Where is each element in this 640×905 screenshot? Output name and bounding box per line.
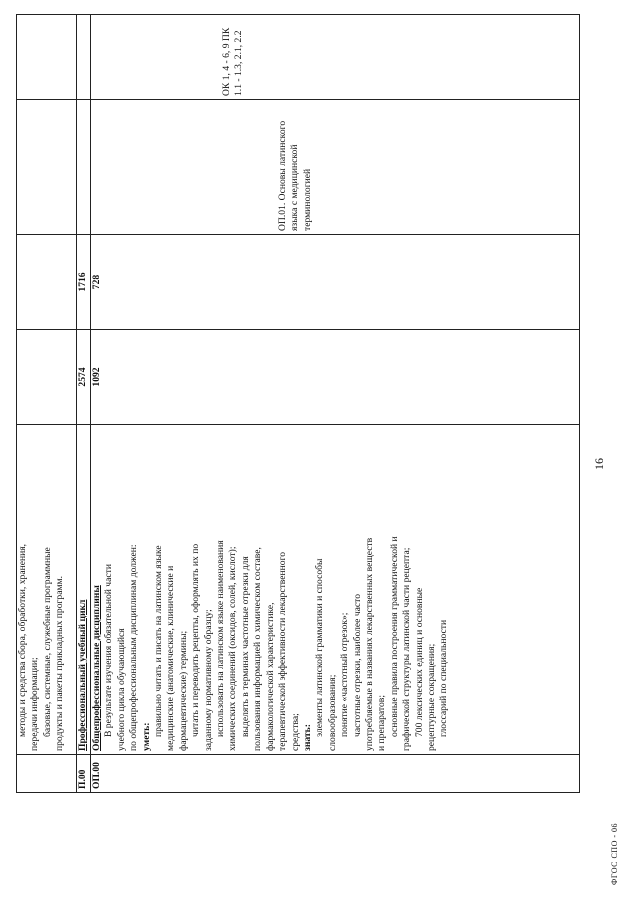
op-line: терапевтической эффективности лекарственного	[277, 551, 289, 751]
op-line: элементы латинской грамматики и способы	[314, 558, 326, 737]
intro-line: методы и средства сбора, обработки, хранения,	[17, 543, 28, 737]
op-line: читать и переводить рецепты, оформлять их по	[190, 543, 202, 737]
op-line: рецептурные сокращения;	[425, 643, 437, 751]
op-line: словообразования;	[326, 674, 338, 751]
op-line: химических соединений (оксидов, солей, кислот);	[227, 546, 239, 751]
cell-code-p: П.00	[77, 755, 91, 793]
cell-hours-req-op	[91, 235, 580, 330]
hours-max-op: 1092	[91, 367, 102, 387]
op-line: по общепрофессиональным дисциплинам должен:	[128, 544, 140, 751]
cell-code-op: ОП.00	[91, 755, 580, 793]
discipline-name: ОП.01. Основы латинского языка с медицинской терминологией	[277, 120, 313, 231]
op-line: основные правила построения грамматической и	[388, 536, 400, 737]
op-line: употребляемые в названиях лекарственных веществ	[363, 537, 375, 751]
op-line: средства;	[289, 713, 301, 751]
cell-discipline	[91, 100, 580, 235]
op-line: понятие «частотный отрезок»;	[339, 612, 351, 737]
cell-title-p: Профессиональный учебный цикл	[77, 425, 91, 755]
page-number: 16	[592, 458, 606, 470]
op-line: использовать на латинском языке наименования	[215, 540, 227, 737]
table-row-intro	[17, 15, 77, 793]
op-line: уметь:	[140, 722, 152, 751]
op-line: правильно читать и писать на латинском языке	[153, 545, 165, 737]
op-line: пользования информацией о химическом составе,	[252, 547, 264, 751]
op-line: заданному нормативному образцу;	[202, 609, 214, 751]
op-line: 700 лексических единиц и основные	[413, 587, 425, 737]
intro-line: продукты и пакеты прикладных программ.	[54, 575, 66, 751]
op-line: знать:	[301, 724, 313, 751]
hours-req-op: 728	[91, 274, 102, 290]
curriculum-table	[16, 14, 580, 793]
cell-op-content	[91, 425, 580, 755]
op-line: медицинские (анатомические, клинические и	[165, 565, 177, 751]
op-line: В результате изучения обязательной части	[103, 564, 115, 737]
op-title: Общепрофессиональные дисциплины	[91, 585, 102, 751]
cell-code-empty	[17, 755, 77, 793]
table-row-professional-cycle	[77, 15, 91, 793]
intro-line: базовые, системные, служебные программные	[41, 547, 53, 737]
cell-intro-text	[17, 425, 77, 755]
competency-codes: ОК 1, 4 - 6, 9 ПК 1.1 - 1.3, 2.1, 2.2	[221, 27, 245, 96]
op-line: и препаратов;	[376, 695, 388, 751]
op-line: выделять в терминах частотные отрезки для	[239, 556, 251, 737]
op-line: учебного цикла обучающийся	[115, 628, 127, 751]
cell-hours-max-op	[91, 330, 580, 425]
footer-standard-code: ФГОС СПО - 06	[610, 822, 619, 885]
cell-competencies	[91, 15, 580, 100]
table-row-general-disciplines	[91, 15, 580, 793]
cell-hours-max-p: 2574	[77, 330, 91, 425]
cell-hours-req-p: 1716	[77, 235, 91, 330]
intro-line: передачи информации;	[29, 657, 41, 751]
op-line: фармакологической характеристике,	[264, 602, 276, 751]
op-line: фармацевтические) термины;	[177, 630, 189, 751]
op-line: графической структуры латинской части рецепта;	[401, 547, 413, 751]
op-line: глоссарий по специальности	[438, 619, 450, 737]
op-line: частотные отрезки, наиболее часто	[351, 593, 363, 737]
